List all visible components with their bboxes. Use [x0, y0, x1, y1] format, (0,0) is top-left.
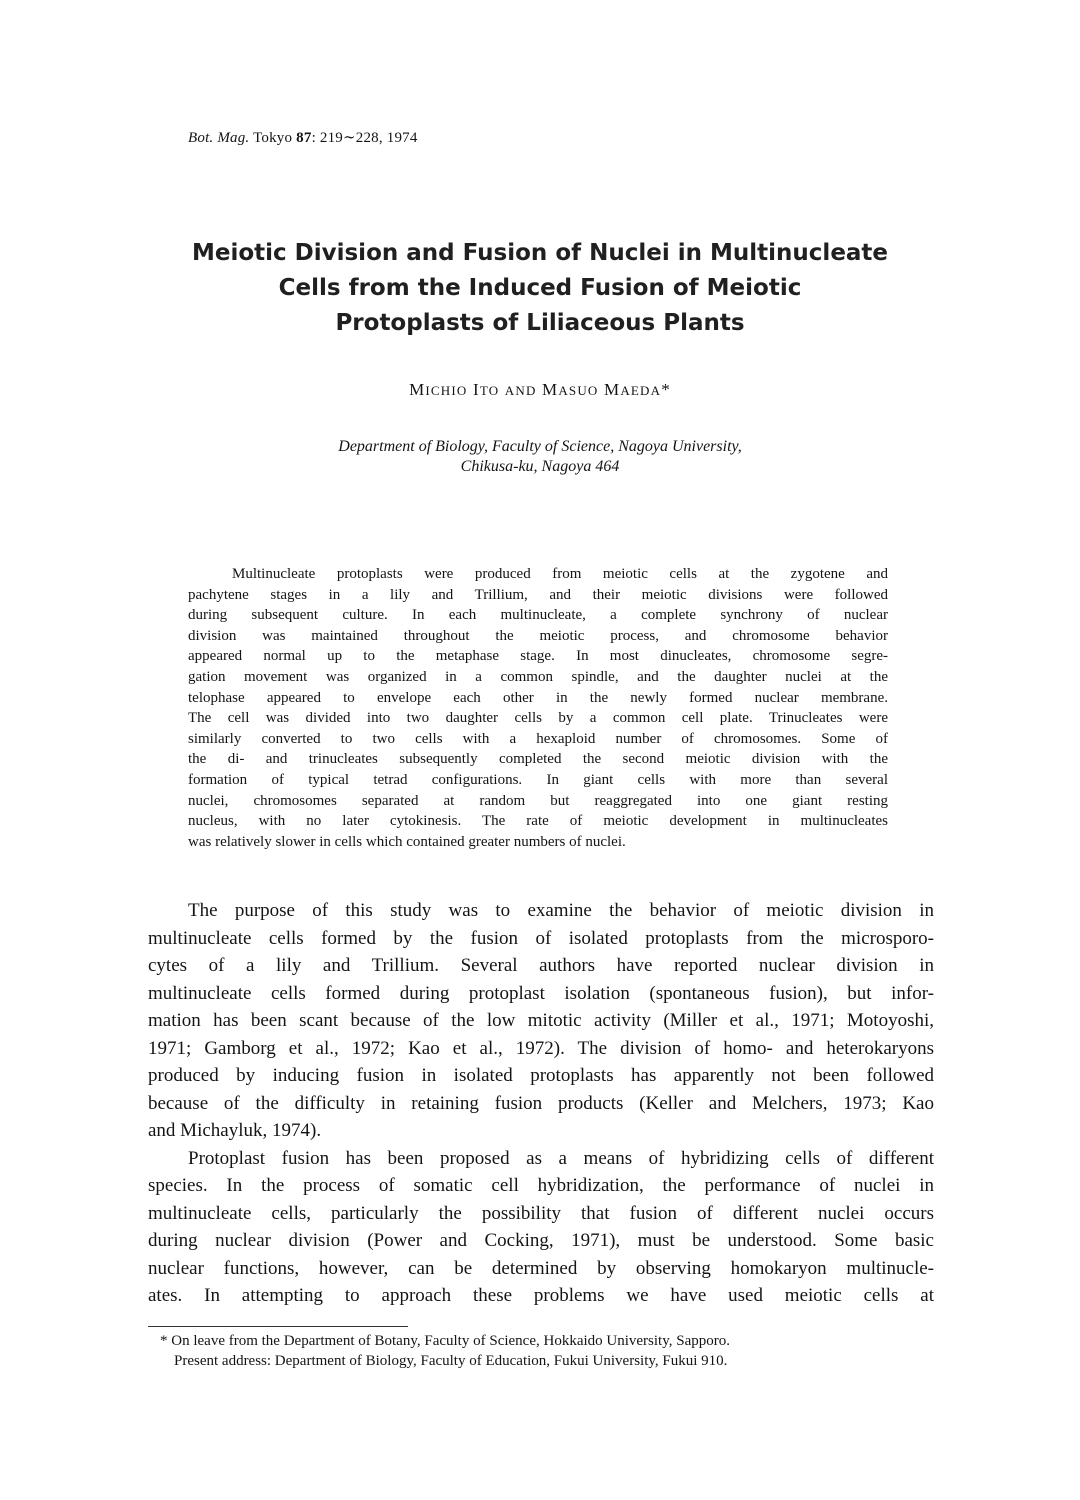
author-name-part: ICHIO	[425, 383, 468, 398]
body-line: during nuclear division (Power and Cocking, 1971), must be understood. Some basic	[148, 1230, 934, 1251]
affiliation	[0, 437, 1080, 477]
author-initial: M	[603, 380, 621, 399]
abstract-line: The cell was divided into two daughter cells by a common cell plate. Trinucleates were	[188, 710, 888, 727]
abstract-line: division was maintained throughout the meiotic process, and chromosome behavior	[188, 627, 888, 644]
body-line: cytes of a lily and Trillium. Several authors have reported nuclear division in	[148, 955, 934, 976]
journal-volume: 87	[296, 130, 312, 146]
body-line: species. In the process of somatic cell hybridization, the performance of nuclei in	[148, 1175, 934, 1196]
body-line: multinucleate cells, particularly the possibility that fusion of different nuclei occurs	[148, 1202, 934, 1224]
body-line: produced by inducing fusion in isolated protoplasts has apparently not been followed	[148, 1065, 934, 1086]
affiliation-line: Chikusa-ku, Nagoya 464	[460, 458, 620, 475]
author-joiner: AND	[504, 383, 537, 398]
body-line: multinucleate cells formed during protoplast isolation (spontaneous fusion), but infor-	[148, 982, 934, 1004]
footnote	[160, 1331, 930, 1371]
body-line: The purpose of this study was to examine the behavior of meiotic division in	[188, 900, 934, 921]
author-initial: M	[409, 380, 426, 399]
footnote-line: * On leave from the Department of Botany, Faculty of Science, Hokkaido University, Sapporo.	[160, 1333, 730, 1349]
body-line: and Michayluk, 1974).	[148, 1120, 322, 1141]
body-line: 1971; Gamborg et al., 1972; Kao et al., 1972). The division of homo- and heterokaryons	[148, 1037, 934, 1059]
abstract-line: similarly converted to two cells with a hexaploid number of chromosomes. Some of	[188, 730, 888, 747]
title-line: Protoplasts of Liliaceous Plants	[335, 310, 745, 336]
abstract-line: was relatively slower in cells which contained greater numbers of nuclei.	[188, 833, 626, 850]
abstract	[188, 564, 888, 852]
body-line: nuclear functions, however, can be determined by observing homokaryon multinucle-	[148, 1257, 934, 1279]
author-name-part: AEDA	[620, 383, 662, 398]
body-line: Protoplast fusion has been proposed as a means of hybridizing cells of different	[188, 1147, 934, 1169]
author-initial: I	[472, 380, 480, 399]
paper-title	[0, 236, 1080, 341]
title-line: Cells from the Induced Fusion of Meiotic	[278, 275, 802, 301]
body-line: ates. In attempting to approach these problems we have used meiotic cells at	[148, 1285, 934, 1306]
abstract-line: formation of typical tetrad configurations. In giant cells with more than several	[188, 771, 888, 788]
abstract-line: Multinucleate protoplasts were produced from meiotic cells at the zygotene and	[232, 566, 888, 582]
author-name-part: TO	[479, 383, 500, 398]
journal-city: Tokyo	[253, 130, 293, 146]
abstract-line: during subsequent culture. In each multinucleate, a complete synchrony of nuclear	[188, 607, 888, 624]
abstract-line: the di- and trinucleates subsequently completed the second meiotic division with the	[188, 751, 888, 768]
title-line: Meiotic Division and Fusion of Nuclei in Multinucleate	[191, 240, 889, 266]
body-line: mation has been scant because of the low mitotic activity (Miller et al., 1971; Motoyoshi,	[148, 1010, 934, 1031]
body-text	[148, 897, 934, 1310]
affiliation-line: Department of Biology, Faculty of Science, Nagoya University,	[338, 438, 742, 455]
abstract-line: nuclei, chromosomes separated at random but reaggregated into one giant resting	[188, 792, 888, 809]
journal-pages: 219∼228, 1974	[319, 130, 418, 146]
author-name-part: ASUO	[558, 383, 599, 398]
footnote-divider	[148, 1326, 408, 1327]
abstract-line: pachytene stages in a lily and Trillium, and their meiotic divisions were followed	[188, 586, 888, 603]
author-list	[0, 380, 1080, 400]
abstract-line: nucleus, with no later cytokinesis. The rate of meiotic development in multinucleates	[188, 813, 888, 830]
footnote-line: Present address: Department of Biology, Faculty of Education, Fukui University, Fukui 910.	[174, 1353, 728, 1369]
abstract-line: telophase appeared to envelope each other in the newly formed nuclear membrane.	[188, 689, 888, 706]
author-initial: M	[542, 380, 559, 399]
body-line: multinucleate cells formed by the fusion of isolated protoplasts from the microsporo-	[148, 927, 934, 949]
journal-abbrev: Bot. Mag.	[188, 130, 250, 146]
abstract-line: gation movement was organized in a common spindle, and the daughter nuclei at the	[188, 668, 888, 685]
abstract-line: appeared normal up to the metaphase stage. In most dinucleates, chromosome segre-	[188, 648, 888, 665]
body-line: because of the difficulty in retaining fusion products (Keller and Melchers, 1973; Kao	[148, 1092, 934, 1114]
footnote-marker: *	[661, 380, 671, 399]
journal-citation: Bot. Mag. Tokyo 87: 219∼228, 1974	[188, 130, 418, 146]
